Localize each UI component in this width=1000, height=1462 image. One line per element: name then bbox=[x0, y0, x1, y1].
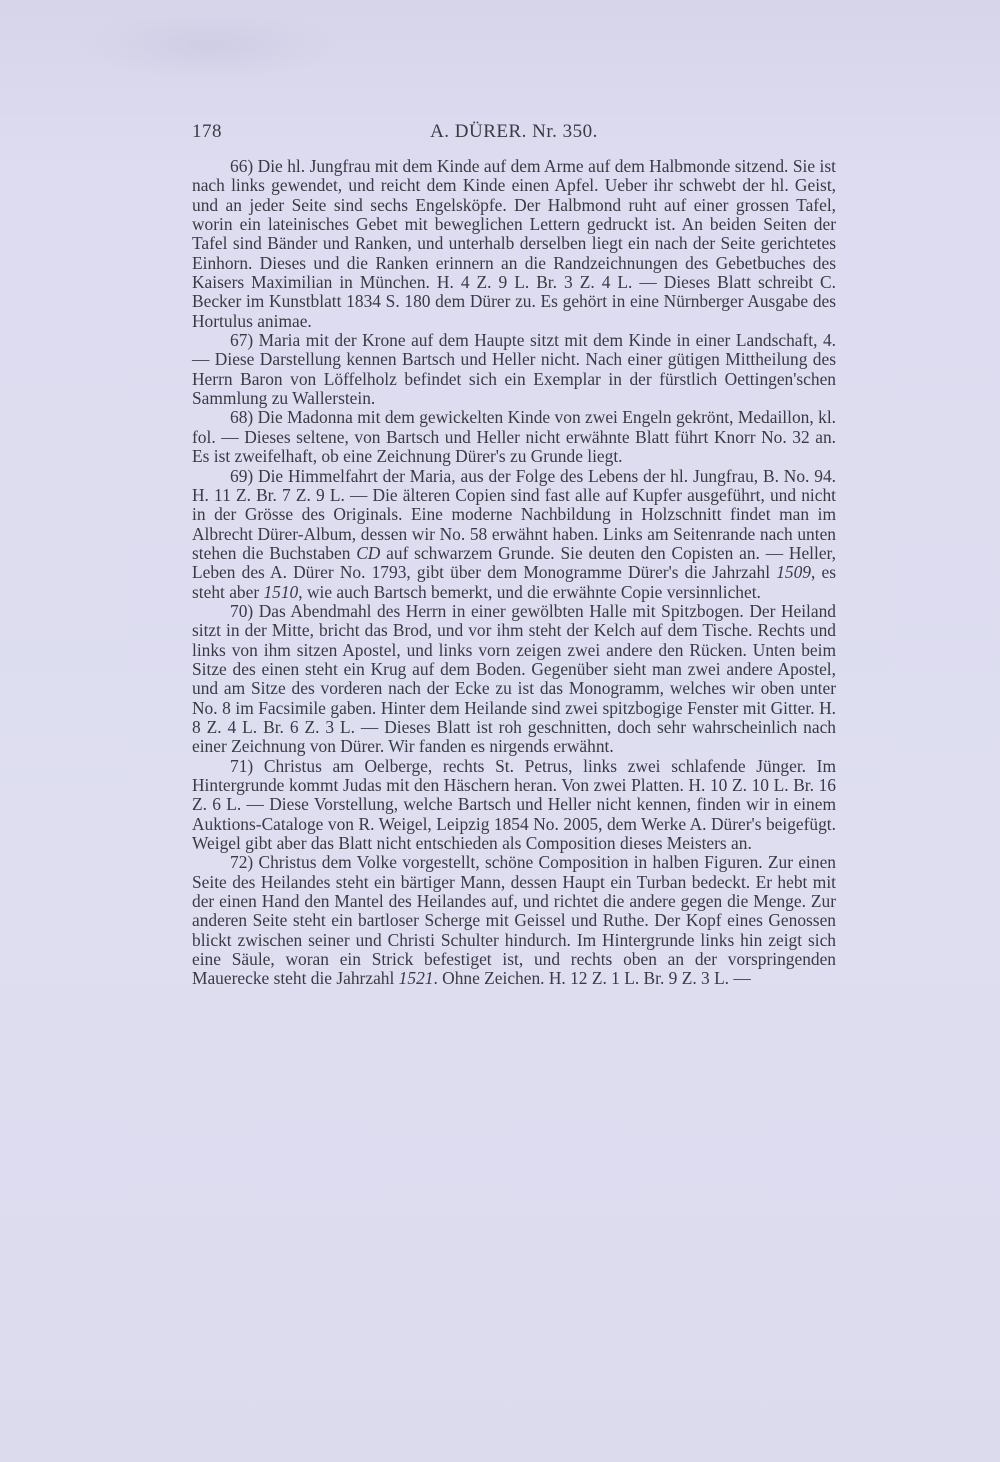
entry-68: 68) Die Madonna mit dem gewickelten Kinde von zwei Engeln gekrönt, Medaillon, kl. fol. — Dieses seltene, von Bartsch und Heller nicht erwähnte Blatt führt Knorr No. 32 an. Es ist zweifelhaft, ob eine Zeichnung Dürer's zu Grunde liegt. bbox=[192, 407, 836, 467]
entry-69-text-d: , wie auch Bartsch bemerkt, und die erwähnte Copie versinnlichet. bbox=[298, 581, 761, 602]
entry-66: 66) Die hl. Jungfrau mit dem Kinde auf dem Arme auf dem Halbmonde sitzend. Sie ist nach links gewendet, und reicht dem Kinde einen Apfel. Ueber ihr schwebt der hl. Geist, und an jeder Seite sind sechs Engelsköpfe. Der Halbmond ruht auf einer grossen Tafel, worin ein lateinisches Gebet mit beweglichen Lettern gedruckt ist. An beiden Seiten der Tafel sind Bänder und Ranken, und unterhalb derselben liegt ein nach der Seite gerichtetes Einhorn. Dieses und die Ranken erinnern an die Randzeichnungen des Gebetbuches des Kaisers Maximilian in München. H. 4 Z. 9 L. Br. 3 Z. 4 L. — Dieses Blatt schreibt C. Becker im Kunstblatt 1834 S. 180 dem Dürer zu. Es gehört in eine Nürnberger Ausgabe des Hortulus animae. bbox=[192, 156, 836, 331]
body-text bbox=[192, 157, 836, 989]
entry-72-text-b: . Ohne Zeichen. H. 12 Z. 1 L. Br. 9 Z. 3 L. — bbox=[433, 968, 751, 989]
entry-69-letters-cd: CD bbox=[356, 542, 381, 563]
entry-72-year-1521: 1521 bbox=[398, 968, 434, 989]
entry-69-year-1509: 1509 bbox=[776, 562, 811, 583]
entry-72-text-a: 72) Christus dem Volke vorgestellt, schöne Composition in halben Figuren. Zur einen Seite des Heilandes steht ein bärtiger Mann, dessen Haupt ein Turban bedeckt. Er hebt mit der einen Hand den Mantel des Heilandes auf, und richtet die andere gegen die Menge. Zur anderen Seite steht ein bartloser Scherge mit Geissel und Ruthe. Der Kopf eines Genossen blickt zwischen seiner und Christi Schulter hindurch. Im Hintergrunde links hin zeigt sich eine Säule, woran ein Strick befestiget ist, und rechts oben an der vorspringenden Mauerecke steht die Jahrzahl bbox=[192, 852, 836, 989]
page-number: 178 bbox=[192, 121, 222, 142]
entry-72 bbox=[192, 853, 836, 988]
running-title: A. DÜRER. Nr. 350. bbox=[430, 121, 598, 142]
scan-smudge bbox=[80, 10, 340, 80]
entry-67: 67) Maria mit der Krone auf dem Haupte sitzt mit dem Kinde in einer Landschaft, 4. — Diese Darstellung kennen Bartsch und Heller nicht. Nach einer gütigen Mittheilung des Herrn Baron von Löffelholz befindet sich ein Exemplar in der fürstlich Oettingen'schen Sammlung zu Wallerstein. bbox=[192, 330, 836, 409]
entry-69-text-b: auf schwarzem Grunde. Sie deuten den Copisten an. — Heller, Leben des A. Dürer No. 1793, gibt über dem Monogramme Dürer's die Jahrzahl bbox=[192, 542, 836, 583]
page-header bbox=[192, 121, 836, 147]
entry-69-year-1510: 1510 bbox=[263, 581, 299, 602]
entry-69-text-a: 69) Die Himmelfahrt der Maria, aus der Folge des Lebens der hl. Jungfrau, B. No. 94. H. 11 Z. Br. 7 Z. 9 L. — Die älteren Copien sind fast alle auf Kupfer ausgeführt, und nicht in der Grösse des Originals. Eine moderne Nachbildung in Holzschnitt findet man im Albrecht Dürer-Album, dessen wir No. 58 erwähnt haben. Links am Seitenrande nach unten stehen die Buchstaben bbox=[192, 465, 836, 563]
entry-69-text-c: , es steht aber bbox=[192, 562, 836, 602]
entry-71: 71) Christus am Oelberge, rechts St. Petrus, links zwei schlafende Jünger. Im Hintergrunde kommt Judas mit den Häschern heran. Von zwei Platten. H. 10 Z. 10 L. Br. 16 Z. 6 L. — Diese Vorstellung, welche Bartsch und Heller nicht kennen, finden wir in einem Auktions-Cataloge von R. Weigel, Leipzig 1854 No. 2005, dem Werke A. Dürer's beigefügt. Weigel gibt aber das Blatt nicht entschieden als Composition dieses Meisters an. bbox=[192, 755, 836, 854]
entry-69 bbox=[192, 467, 836, 602]
entry-70: 70) Das Abendmahl des Herrn in einer gewölbten Halle mit Spitzbogen. Der Heiland sitzt in der Mitte, bricht das Brod, und vor ihm steht der Kelch auf dem Tische. Rechts und links von ihm sitzen Apostel, und links vorn zeigen zwei andere den Rücken. Unten beim Sitze des einen steht ein Krug auf dem Boden. Gegenüber sieht man zwei andere Apostel, und am Sitze des vorderen nach der Ecke zu ist das Monogramm, welches wir oben unter No. 8 im Facsimile gaben. Hinter dem Heilande sind zwei spitzbogige Fenster mit Gitter. H. 8 Z. 4 L. Br. 6 Z. 3 L. — Dieses Blatt ist roh geschnitten, doch sehr wahrscheinlich nach einer Zeichnung von Dürer. Wir fanden es nirgends erwähnt. bbox=[192, 600, 836, 757]
